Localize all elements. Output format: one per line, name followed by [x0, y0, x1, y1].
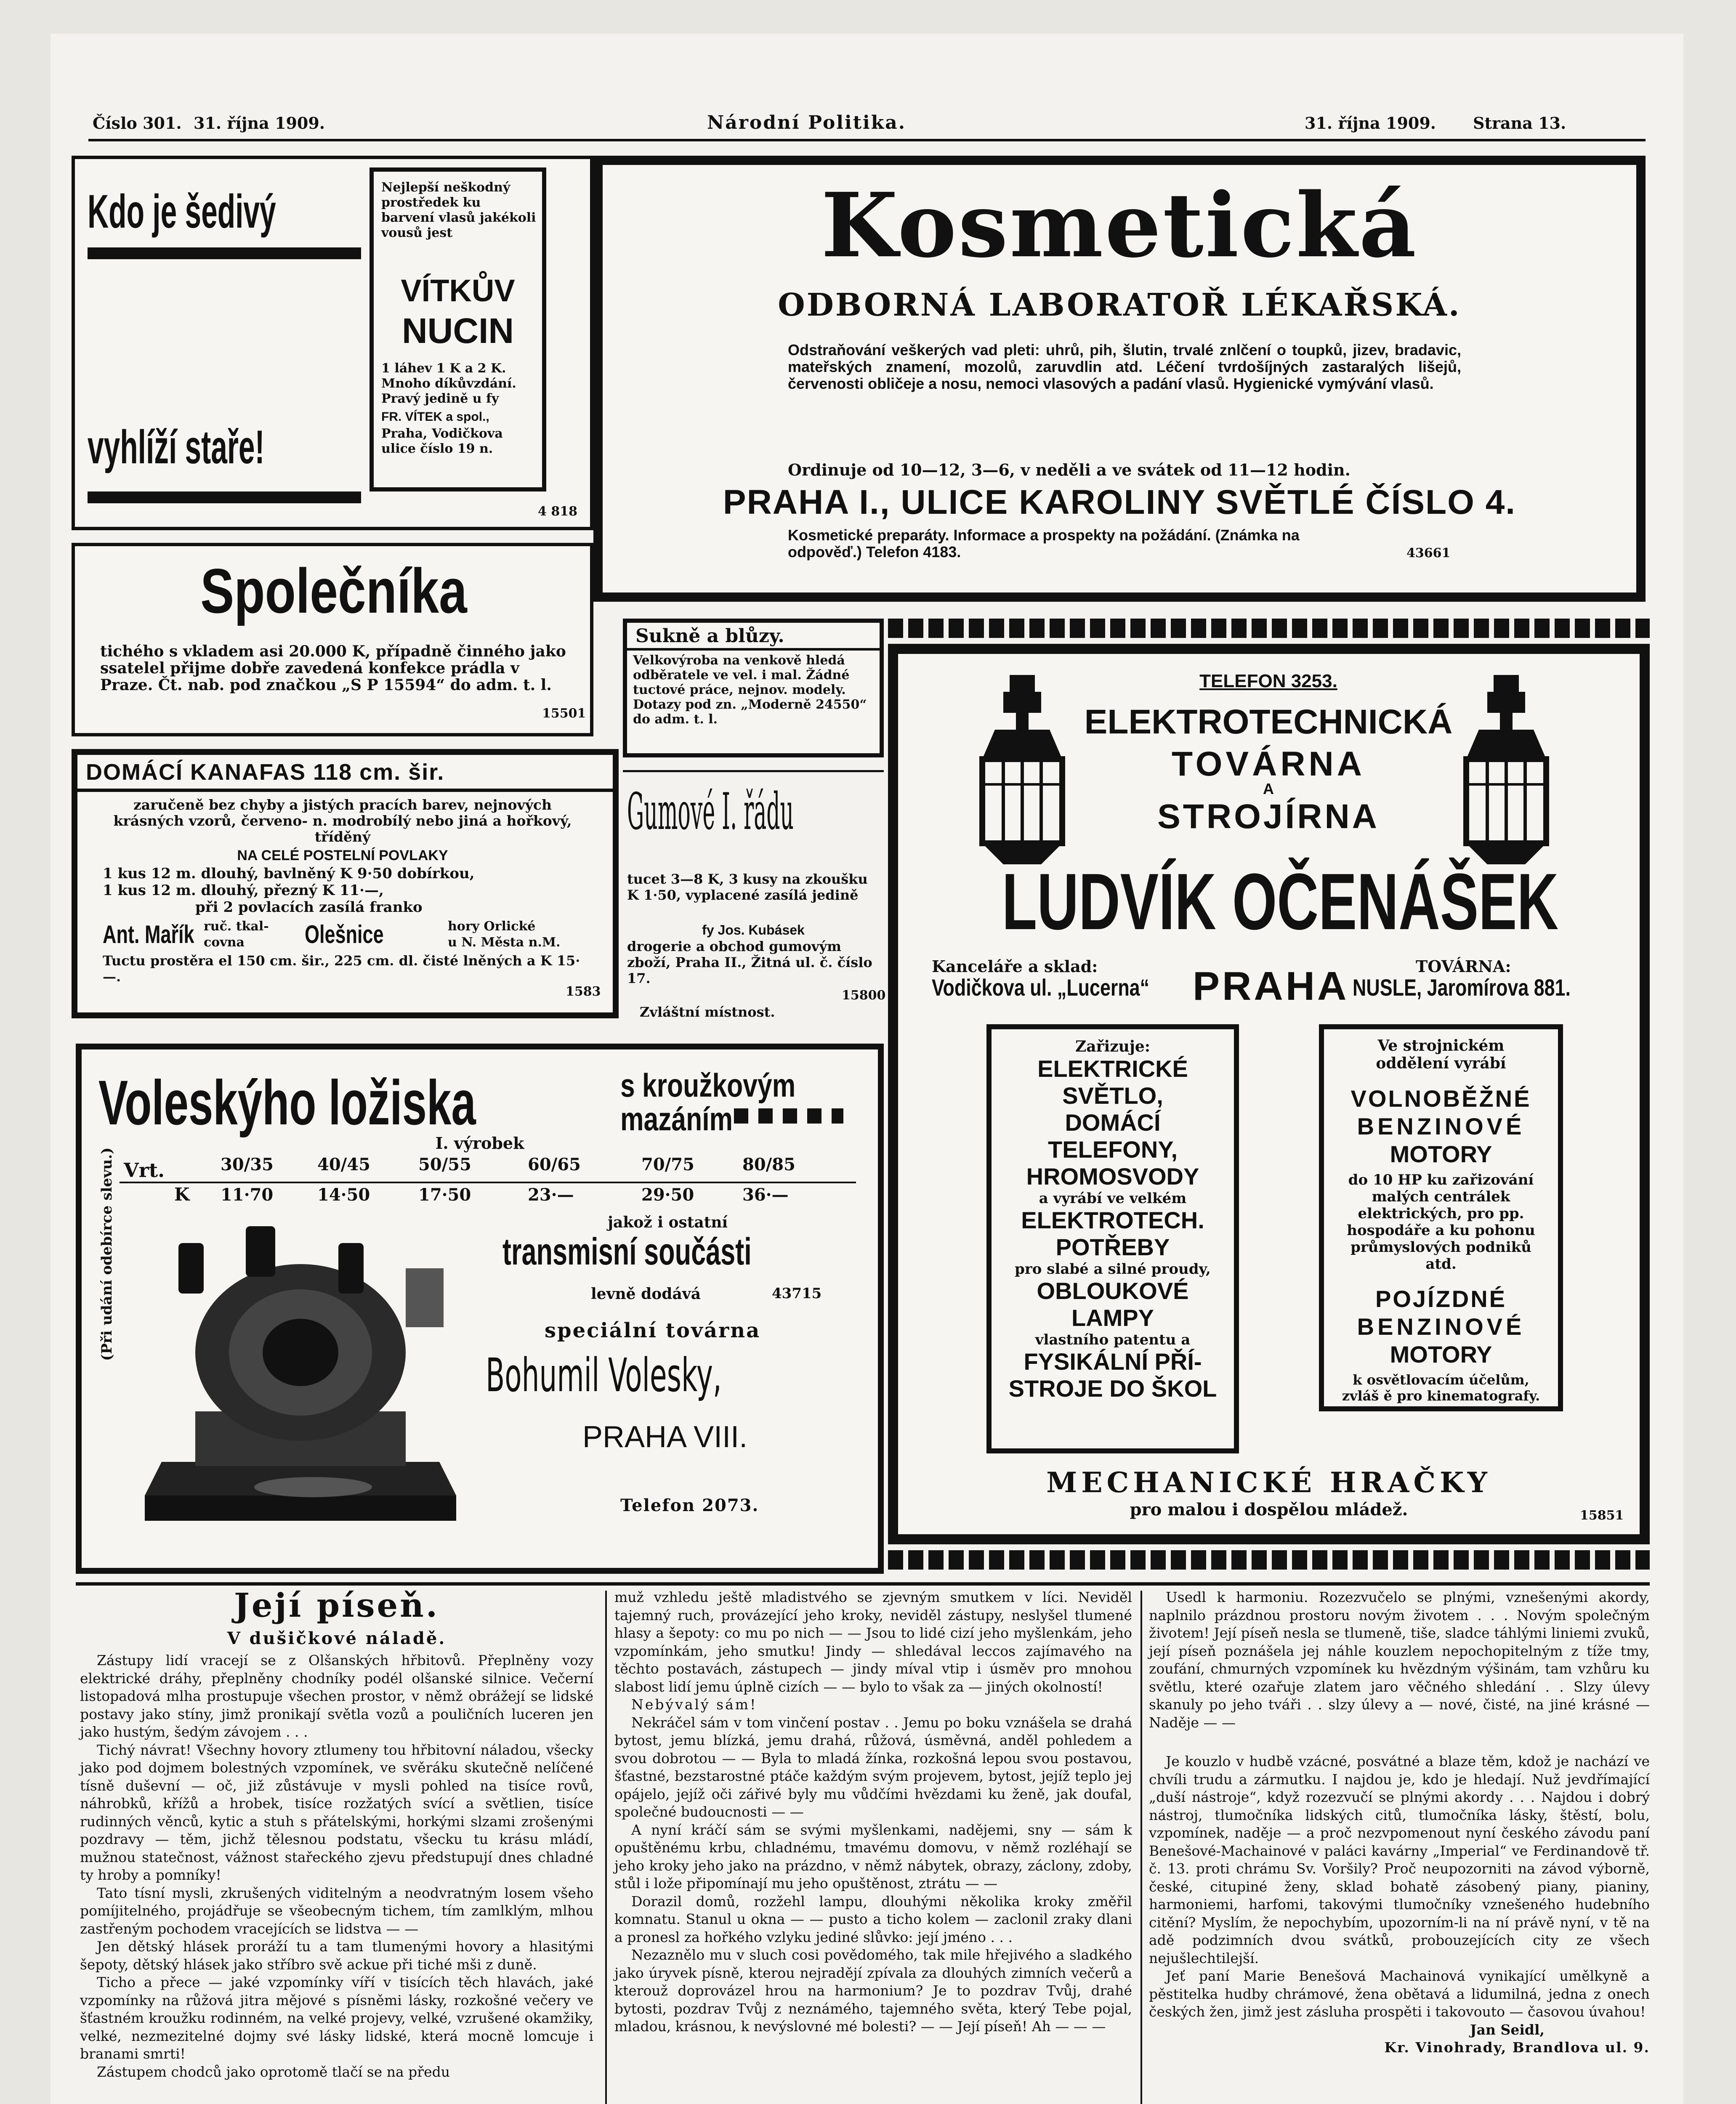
ad-volesky-phone: Telefon 2073. — [620, 1496, 759, 1515]
ad-ocenasek-border-top — [888, 619, 1650, 638]
lantern-left-icon — [970, 675, 1075, 869]
article-paragraph: A nyní kráčí sám se svými myšlenkami, nadějemi, sny — sám k opuštěnému krbu, chladnému, tmavému domovu, v němž rozléhají se jeho kroky jeho jako na prázdno, v němž nábytek, obrazy, záclony, zdoby, stůl i lože připomínají mu jeho opuštěnost, ztrátu — — — [614, 1821, 1132, 1891]
ad-gray-code: 4 818 — [538, 504, 577, 519]
ad-volesky-size: 60/65 — [528, 1155, 581, 1174]
header-title: Národní Politika. — [707, 112, 907, 133]
ad-ocenasek-factory-label: TOVÁRNA: — [1416, 957, 1511, 976]
ad-partner — [72, 543, 593, 736]
ad-ocenasek-toys-sub: pro malou i dospělou mládež. — [1130, 1500, 1408, 1520]
article-paragraph: Jen dětský hlásek proráží tu a tam tlumenými hovory a hlasitými šepoty, dětský hlásek jako stříbro svě ackue při tiché mši z duně. — [80, 1938, 593, 1973]
ad-blouses-rule — [627, 648, 880, 651]
header-date: 31. října 1909. — [194, 114, 325, 133]
article-column-3 — [1149, 1589, 1650, 2057]
ad-ocenasek — [888, 619, 1650, 1570]
ad-kanafas-place-b: covna — [204, 935, 245, 950]
ad-ocenasek-phone: TELEFON 3253. — [1199, 671, 1337, 691]
ad-volesky-price: 23·— — [528, 1185, 574, 1205]
ad-ocenasek-right-item2: POJÍZDNÉ — [1375, 1286, 1507, 1312]
ad-volesky-owner: Bohumil Volesky, — [486, 1348, 722, 1402]
ad-ocenasek-toys: MECHANICKÉ HRAČKY — [1046, 1466, 1491, 1499]
ad-kanafas-place-d: u N. Města n.M. — [448, 935, 561, 950]
header-rule — [88, 139, 1646, 141]
ad-kanafas-place: Olešnice — [305, 920, 384, 948]
ad-gray-address: Praha, Vodičkova ulice číslo 19 n. — [381, 426, 503, 456]
ad-kanafas-l6: Tuctu prostěra el 150 cm. šir., 225 cm. dl. čisté lněných a K 15·—. — [103, 953, 580, 985]
article-paragraph: muž vzhledu ještě mladistvého se zjevným smutkem v líci. Neviděl tajemný ruch, provázející jeho kroky, neviděl zástupy, neslyšel tlumené hlasy a šepoty: co mu po nich — — Jsou to lidé cizí jeho myšlenkám, jeho vzpomínkám, jeho smutku! Jindy — shledával leccos zajímavého na těchto postavách, zástupech — jindy míval vtip i úsměv pro mnohou slabost lidí jemu úplně cizích — — bylo to však za — jiných okolností! — [614, 1589, 1132, 1695]
ad-volesky-price: 11·70 — [221, 1185, 274, 1205]
ad-gray-inner-mid: 1 láhev 1 K a 2 K. Mnoho díkůvzdání. Pravý jedině u fy — [381, 361, 516, 406]
ad-kanafas-l4: 1 kus 12 m. dlouhý, přezný K 11·—, — [103, 882, 384, 899]
article-paragraph: Nebývalý sám! — [631, 1696, 758, 1713]
ad-ocenasek-border-bottom — [888, 1550, 1650, 1570]
ad-ocenasek-left-mid3: vlastního patentu a — [1035, 1331, 1191, 1348]
ad-ocenasek-left-item: SVĚTLO, — [1062, 1082, 1163, 1109]
ad-volesky-price: 14·50 — [317, 1185, 370, 1205]
ad-cosmetic-title: Kosmetická — [821, 173, 1418, 277]
ad-blouses-title: Sukně a blůzy. — [635, 625, 784, 647]
ad-cosmetic-hours: Ordinuje od 10—12, 3—6, v neděli a ve svátek od 11—12 hodin. — [788, 460, 1351, 479]
ad-cosmetic — [593, 156, 1646, 602]
ad-rubber-title: Gumové I. řádu — [627, 783, 794, 841]
article-paragraph: Ticho a přece — jaké vzpomínky víří v tisících těch hlavách, jaké vzpomínky na růžová jitra mějové s písněmi lásky, rozkošné večery ve šťastném kroužku rodinném, na velké projevy, velké, vzrušené okamžiky, velké, nezmezitelné dojmy své lásky lidské, která mocně lomcuje i branami smrti! — [80, 1974, 593, 2062]
article-top-rule — [76, 1582, 1650, 1586]
ad-ocenasek-code: 15851 — [1580, 1508, 1624, 1523]
header-date-right: 31. října 1909. — [1305, 114, 1436, 133]
ad-volesky-size: 30/35 — [221, 1155, 274, 1174]
column-divider-2 — [1140, 1591, 1142, 2104]
ad-kanafas-place-a: ruč. tkal- — [204, 919, 269, 934]
ad-kanafas-l5: při 2 povlacích zasílá franko — [195, 899, 423, 916]
article-subtitle: V dušičkové náladě. — [227, 1628, 447, 1648]
article-signature-address: Kr. Vinohrady, Brandlova ul. 9. — [1384, 2039, 1650, 2056]
ad-volesky-sub: I. výrobek — [435, 1134, 524, 1153]
ad-ocenasek-name: LUDVÍK OČENÁŠEK — [1002, 857, 1559, 946]
ad-blouses-text: Velkovýroba na venkově hledá odběratele ve vel. i mal. Žádné tuctové práce, nejnov. modely. Dotazy pod zn. „Moderně 24550“ do adm. t. l. — [633, 653, 867, 727]
ad-gray-inner — [370, 167, 546, 491]
ad-ocenasek-l4: STROJÍRNA — [1157, 797, 1380, 836]
ad-ocenasek-left-item2: ELEKTROTECH. — [1021, 1207, 1204, 1233]
ad-volesky-table-rule — [120, 1182, 856, 1183]
ad-ocenasek-left-item3: OBLOUKOVÉ — [1037, 1278, 1189, 1304]
article-paragraph: Usedl k harmoniu. Rozezvučelo se plnými, vznešenými akordy, naplnilo prázdnou prostoru novým životem . . . Novým společným životem! Její píseň nesla se tlumeně, tiše, sladce táhlými liniemi zvuků, její píseň poznášela jej náhle kouzlem nepochopitelným z tíže tmy, zoufání, chmurných vzpomínek ku hvězdným výšinám, tam vzhůru ku světlu, které ozařuje zlatem jaro věčného shledání . . Slzy úlevy skanuly po jeho tváři . . slzy úlevy a — nové, čisté, na jiné krásné — Naděje — — — [1149, 1589, 1650, 1731]
ad-gray-maker: FR. VÍTEK a spol., — [381, 410, 489, 424]
ad-gray-bar1 — [88, 247, 361, 259]
article-paragraph: Zástupem chodců jako oprotomě tlačí se na předu — [97, 2063, 450, 2080]
ad-gray-line2: vyhlíží staře! — [88, 421, 265, 473]
ad-rubber-text: tucet 3—8 K, 3 kusy na zkoušku K 1·50, vyplacené zasílá jedině — [627, 871, 868, 903]
ad-ocenasek-right-item: BENZINOVÉ — [1357, 1113, 1525, 1140]
ad-ocenasek-left-item4: FYSIKÁLNÍ PŘÍ- — [1024, 1348, 1202, 1375]
article-paragraph: Tichý návrat! Všechny hovory ztlumeny tou hřbitovní náladou, všecky jako pod dojmem bolestných vzpomínek, ve svěráku skutečně nelíčené tísně duševní — oč, již zůstávuje v mysli pohled na tisíce rovů, náhrobků, křížů a hrobek, tisíce rozžatých svící a světlien, tisíce rudinných věnců, kytic a stuh s přátelskými, horkými slzami zrošenými pozdravy — těm, jichž tělesnou podstatu, všecku tu krásu mládí, mužnou statečnost, vážnost stařeckého zjevu předstupují dnes chladné ty hroby a pomníky! — [80, 1741, 593, 1883]
ad-cosmetic-text: Odstraňování veškerých vad pleti: uhrů, pih, šlutin, trvalé znlčení o toupků, jizev, bradavic, mateřských znamení, mozolů, zaruvdlin atd. Léčení tvrdošíjných zastaralých lišejů, červenosti obličeje a nosu, nemoci vlasových a padání vlasů. Hygienické vymývání vlasů. — [788, 341, 1461, 392]
ad-gray-product1: VÍTKŮV — [401, 273, 515, 308]
column-divider-1 — [605, 1591, 607, 2104]
ad-ocenasek-left-mid: a vyrábí ve velkém — [1039, 1190, 1187, 1207]
article-paragraph: Je kouzlo v hudbě vzácné, posvátné a blaze těm, kdož je nachází ve chvíli trudu a zármutku. I najdou je, kdo je hledají. Nuž jevdřímající „duší nástroje“, když rozezvučí se plnými akordy . . . Najdou i dobrý nástroj, tlumočníka lidských citů, tlumočníka lásky, štěstí, bolu, vzpomínek, naděje — a proč nezvpomenout nyní českého závodu paní Benešové-Machainové v paláci kavárny „Imperial“ ve Ferdinandově tř. č. 13. proti chrámu Sv. Voršily? Proč neupozorniti na závod výborně, české, citupiné ženy, sklad bohatě zásobený piany, pianiny, harmoniemi, harfomi, takovými tlumočníky vznešeného hudebního citění? Myslím, že nepochybím, upozorním-li na ní právě nyní, v tě na adě podzimních dvou svátků, probouzejících city ze všech nejušlechtilejší. — [1149, 1753, 1650, 1966]
ad-volesky-title3: mazáním — [620, 1100, 733, 1137]
ad-rubber-text2: drogerie a obchod gumovým zboží, Praha II., Žitná ul. č. číslo 17. — [627, 938, 872, 986]
article-paragraph: Nekráčel sám v tom vinčení postav . . Jemu po boku vznášela se drahá bytost, jemu blízká, jemu drahá, růžová, úsměvná, anděl pohledem a svou dobrotou — — Byla to mladá žínka, rozkošná lepou svou postavou, šťastné, bezstarostné ptáče každým svým projevem, bytost, jejíž teplo jej opájelo, jejíž oči zářivé byly mu vůdčími hvězdami ku ženě, jak doufal, společné budoucnosti — — — [614, 1714, 1132, 1820]
ad-kanafas-title: DOMÁCÍ KANAFAS 118 cm. šir. — [86, 760, 445, 785]
ad-volesky-size: 40/45 — [317, 1155, 370, 1174]
ad-kanafas-rule — [77, 789, 613, 792]
ad-cosmetic-foot: Kosmetické preparáty. Informace a prospekty na požádání. (Známka na odpověď.) Telefon 4183. — [788, 526, 1300, 561]
ad-ocenasek-right-item2: BENZINOVÉ — [1357, 1313, 1525, 1340]
header-page: Strana 13. — [1473, 114, 1566, 133]
ad-ocenasek-left-item3: LAMPY — [1071, 1304, 1154, 1331]
ad-ocenasek-office: Vodičkova ul. „Lucerna“ — [932, 974, 1149, 1001]
ad-partner-text: tichého s vkladem asi 20.000 K, případně činného jako ssatelel přijme dobře zavedená konfekce prádla v Praze. Čt. nab. pod značkou „S P 15594“ do adm. t. l. — [100, 643, 566, 694]
ad-ocenasek-office-label: Kanceláře a sklad: — [932, 957, 1098, 976]
ad-ocenasek-left-item4: STROJE DO ŠKOL — [1008, 1375, 1217, 1402]
ad-kanafas-code: 1583 — [566, 984, 601, 999]
header-issue: Číslo 301. — [93, 114, 182, 133]
ad-ocenasek-right-box — [1319, 1024, 1563, 1411]
ad-partner-title: Společníka — [200, 555, 467, 626]
ad-ocenasek-left-box — [986, 1024, 1239, 1453]
ad-volesky-price: 17·50 — [418, 1185, 471, 1205]
ad-volesky-squares — [734, 1108, 843, 1124]
bearing-illustration — [145, 1226, 465, 1529]
article-paragraph: Dorazil domů, rozžehl lampu, dlouhými několika kroky změřil komnatu. Stanul u okna — — pusto a ticho kolem — zaclonil zraky dlani a pronesl za hořkého vzlyku jediné slůvko: její jméno . . . — [614, 1893, 1132, 1945]
ad-rubber-firm: fy Jos. Kubásek — [702, 922, 805, 938]
ad-ocenasek-l1: ELEKTROTECHNICKÁ — [1084, 703, 1453, 741]
ad-volesky-vrt: Vrt. — [124, 1159, 165, 1182]
ad-volesky-also: jakož i ostatní — [608, 1214, 728, 1231]
ad-ocenasek-left-mid2: pro slabé a silné proudy, — [1015, 1261, 1211, 1278]
ad-cosmetic-subtitle: ODBORNÁ LABORATOŘ LÉKAŘSKÁ. — [778, 287, 1461, 323]
ad-ocenasek-l3: A — [1263, 780, 1274, 797]
ad-ocenasek-city: PRAHA — [1193, 964, 1349, 1009]
ad-rubber-foot: Zvláštní místnost. — [640, 1004, 775, 1020]
ad-ocenasek-left-item: ELEKTRICKÉ — [1037, 1055, 1188, 1082]
ad-partner-code: 15501 — [542, 706, 586, 721]
ad-ocenasek-l2: TOVÁRNA — [1172, 745, 1365, 783]
ad-gray-line1: Kdo je šedivý — [88, 185, 276, 238]
ad-gray-hair — [72, 156, 593, 530]
ad-kanafas-place-c: hory Orlické — [448, 919, 536, 934]
ad-ocenasek-right-mid: do 10 HP ku zařizování malých centrálek elektrických, pro pp. hospodáře a ku pohonu průmyslových podniků atd. — [1347, 1172, 1535, 1272]
ad-volesky-size: 50/55 — [418, 1155, 471, 1174]
ad-ocenasek-left-item: DOMÁCÍ — [1065, 1109, 1161, 1136]
article-title: Její píseň. — [234, 1586, 440, 1625]
ad-volesky-size: 80/85 — [742, 1155, 795, 1174]
ad-cosmetic-code: 43661 — [1406, 546, 1451, 561]
ad-ocenasek-left-head: Zařizuje: — [1075, 1038, 1151, 1055]
ad-volesky-title: Voleskýho ložiska — [98, 1067, 476, 1138]
ad-ocenasek-left-item: HROMOSVODY — [1026, 1163, 1199, 1190]
ad-rubber-code: 15800 — [842, 988, 886, 1003]
ad-ocenasek-left-item2: POTŘEBY — [1055, 1234, 1170, 1260]
ad-ocenasek-left-item: TELEFONY, — [1047, 1136, 1178, 1163]
article-paragraph: Zástupy lidí vracejí se z Olšanských hřbitovů. Přeplněny vozy elektrické dráhy, přeplněny chodníky podél olšanské silnice. Večerní listopadová mlha prostupuje všechen prostor, v němž obrážejí se lidské postavy jako stíny, jimž pronikají světla vozů a pouličních luceren jen jako hustým, šedým závojem . . . — [80, 1652, 593, 1740]
ad-kanafas-l2: NA CELÉ POSTELNÍ POVLAKY — [237, 847, 448, 863]
ad-kanafas-maker: Ant. Mařík — [103, 920, 194, 948]
ad-ocenasek-right-mid2: k osvětlovacím účelům, zvláš ě pro kinematografy. — [1342, 1372, 1540, 1404]
ad-gray-bar2 — [88, 491, 361, 503]
ad-ocenasek-right-item: VOLNOBĚŽNÉ — [1351, 1085, 1531, 1112]
ad-volesky-supply: levně dodává — [591, 1285, 701, 1303]
ad-ocenasek-factory: NUSLE, Jaromírova 881. — [1353, 974, 1571, 1001]
ad-ocenasek-right-head: Ve strojnickém oddělení vyrábí — [1376, 1037, 1506, 1072]
ad-kanafas — [72, 749, 619, 1018]
newspaper-page — [51, 34, 1683, 2104]
ad-volesky-parts: transmisní součásti — [502, 1231, 752, 1273]
ad-gray-inner-top: Nejlepší neškodný prostředek ku barvení vlasů jakékoli vousů jest — [381, 180, 536, 240]
ad-rubber — [623, 770, 884, 1031]
ad-kanafas-l1: zaručeně bez chyby a jistých pracích barev, nejnových krásných vzorů, červeno- n. modrobílý nebo jiná a hořkový, tříděný — [113, 797, 572, 845]
ad-volesky-title2: s kroužkovým — [620, 1067, 796, 1104]
article-column-1 — [80, 1652, 593, 2081]
ad-kanafas-l3: 1 kus 12 m. dlouhý, bavlněný K 9·50 dobírkou, — [103, 865, 475, 882]
ad-volesky-price: 29·50 — [641, 1185, 694, 1205]
ad-volesky-factory: speciální továrna — [545, 1319, 761, 1342]
ad-volesky-code: 43715 — [772, 1285, 822, 1302]
ad-volesky-price: 36·— — [742, 1185, 789, 1205]
ad-rubber-top-rule — [623, 770, 884, 772]
ad-blouses — [623, 619, 884, 757]
ad-volesky-k: K — [174, 1184, 190, 1205]
article-signature: Jan Seidl, — [1470, 2021, 1545, 2038]
ad-volesky-side: (Při udání odebírce slevu.) — [98, 1147, 115, 1361]
ad-volesky-city: PRAHA VIII. — [582, 1420, 748, 1454]
article-paragraph: Nezaznělo mu v sluch cosi povědomého, tak mile hřejivého a sladkého jako úryvek písně, kterou nejradějí zpívala za dlouhých zimních večerů a kterouž doprovázel hrou na harmonium? Je to pozdrav Tvůj, drahé bytosti, pozdrav Tvůj z neznámého, tajemného světa, který Tebe pojal, mladou, krásnou, k nevýslovné mé bolesti? — — Její píseň! Ah — — — — [614, 1947, 1132, 2035]
article-paragraph: Jeť paní Marie Benešová Machainová vynikající umělkyně a pěstitelka hudby chrámové, žena obětavá a lidumilná, jedna z onech českých žen, jimž jest zásluha prospěti i takovouto — časovou úvahou! — [1149, 1968, 1650, 2020]
ad-volesky-size: 70/75 — [641, 1155, 694, 1174]
ad-ocenasek-right-item: MOTORY — [1390, 1141, 1492, 1167]
ad-ocenasek-frame — [888, 644, 1650, 1544]
ad-gray-product2: NUCIN — [402, 311, 514, 351]
ad-ocenasek-right-item2: MOTORY — [1390, 1341, 1492, 1368]
ad-volesky — [76, 1044, 884, 1574]
article-column-2 — [614, 1589, 1132, 2036]
ad-cosmetic-address: PRAHA I., ULICE KAROLINY SVĚTLÉ ČÍSLO 4. — [723, 483, 1516, 521]
article-paragraph: Tato tísní mysli, zkrušených viditelným a neodvratným losem všeho pomíjitelného, projádřuje se všeobecným tichem, tím zamlklým, mlhou zastřeným pochodem vracejících se lidstva — — — [80, 1884, 593, 1937]
